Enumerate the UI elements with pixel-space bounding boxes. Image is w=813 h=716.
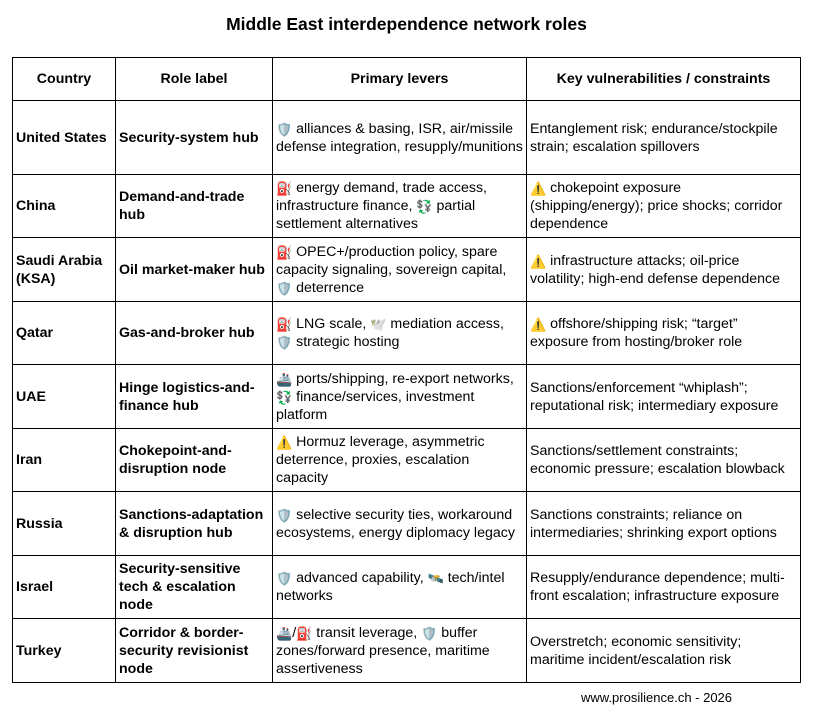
- fuel-pump-icon: ⛽: [276, 181, 293, 196]
- warning-icon: ⚠️: [530, 253, 547, 269]
- levers-text: alliances & basing, ISR, air/missile defense integration, resupply/munitions: [276, 120, 523, 155]
- levers-text: buffer zones/forward presence, maritime assertiveness: [276, 624, 490, 677]
- vulnerabilities-cell: [527, 302, 801, 365]
- role-cell: Demand-and-trade hub: [116, 175, 273, 238]
- vulnerabilities-cell: [527, 238, 801, 302]
- vulnerabilities-text: infrastructure attacks; oil-price volatility; high-end defense dependence: [530, 252, 781, 287]
- levers-text: ports/shipping, re-export networks,: [292, 370, 514, 387]
- levers-text: selective security ties, workaround ecosystems, energy diplomacy legacy: [276, 506, 515, 541]
- role-cell: Gas-and-broker hub: [116, 302, 273, 365]
- levers-text: OPEC+/production policy, spare capacity signaling, sovereign capital,: [276, 243, 507, 278]
- levers-text: Hormuz leverage, asymmetric deterrence, proxies, escalation capacity: [276, 434, 485, 486]
- shield-icon: 🛡️: [421, 625, 438, 641]
- country-cell: Qatar: [13, 302, 116, 365]
- levers-text: advanced capability,: [292, 570, 428, 586]
- levers-cell: [273, 556, 527, 619]
- levers-cell: [273, 238, 527, 302]
- levers-cell: [273, 175, 527, 238]
- levers-text: /: [292, 624, 297, 641]
- table-row: [13, 101, 801, 175]
- page-title: Middle East interdependence network roles: [226, 14, 587, 34]
- role-cell: Corridor & border-security revisionist node: [116, 619, 273, 683]
- satellite-icon: 🛰️: [427, 571, 444, 586]
- table-row: [13, 556, 801, 619]
- country-cell: Iran: [13, 429, 116, 492]
- role-cell: Chokepoint-and-disruption node: [116, 429, 273, 492]
- shield-icon: 🛡️: [276, 507, 293, 523]
- levers-text: energy demand, trade access, infrastructure finance,: [276, 180, 487, 214]
- table-row: [13, 302, 801, 365]
- vulnerabilities-cell: [527, 175, 801, 238]
- role-cell: Sanctions-adaptation & disruption hub: [116, 492, 273, 556]
- header-vulnerabilities: Key vulnerabilities / constraints: [527, 58, 801, 101]
- ship-icon: 🚢: [276, 625, 293, 641]
- table-row: [13, 429, 801, 492]
- table-row: [13, 619, 801, 683]
- table-row: [13, 175, 801, 238]
- vulnerabilities-cell: Resupply/endurance dependence; multi-front escalation; infrastructure exposure: [527, 556, 801, 619]
- header-country: Country: [13, 58, 116, 101]
- role-cell: Hinge logistics-and-finance hub: [116, 365, 273, 429]
- vulnerabilities-cell: Sanctions/settlement constraints; economic pressure; escalation blowback: [527, 429, 801, 492]
- fuel-pump-icon: ⛽: [276, 317, 293, 332]
- vulnerabilities-cell: Overstretch; economic sensitivity; maritime incident/escalation risk: [527, 619, 801, 683]
- shield-icon: 🛡️: [276, 280, 293, 296]
- ship-icon: 🚢: [276, 371, 293, 387]
- country-cell: China: [13, 175, 116, 238]
- country-cell: Turkey: [13, 619, 116, 683]
- vulnerabilities-text: chokepoint exposure (shipping/energy); price shocks; corridor dependence: [530, 180, 783, 232]
- shield-icon: 🛡️: [276, 335, 293, 350]
- role-cell: Security-sensitive tech & escalation node: [116, 556, 273, 619]
- levers-text: partial settlement alternatives: [276, 198, 476, 232]
- levers-cell: [273, 492, 527, 556]
- table-header-row: [13, 58, 801, 101]
- shield-icon: 🛡️: [276, 121, 293, 137]
- levers-cell: [273, 429, 527, 492]
- warning-icon: ⚠️: [276, 435, 293, 450]
- currency-exchange-icon: 💱: [276, 389, 293, 405]
- country-cell: Saudi Arabia (KSA): [13, 238, 116, 302]
- table-row: [13, 365, 801, 429]
- table-row: [13, 492, 801, 556]
- header-role: Role label: [116, 58, 273, 101]
- warning-icon: ⚠️: [530, 317, 547, 332]
- header-levers: Primary levers: [273, 58, 527, 101]
- warning-icon: ⚠️: [530, 181, 547, 196]
- levers-text: finance/services, investment platform: [276, 388, 475, 423]
- dove-icon: 🕊️: [370, 317, 387, 332]
- fuel-pump-icon: ⛽: [276, 244, 293, 260]
- currency-exchange-icon: 💱: [416, 199, 433, 214]
- role-cell: Oil market-maker hub: [116, 238, 273, 302]
- levers-cell: [273, 302, 527, 365]
- vulnerabilities-cell: Sanctions constraints; reliance on intermediaries; shrinking export options: [527, 492, 801, 556]
- levers-text: mediation access,: [386, 316, 504, 332]
- vulnerabilities-cell: Entanglement risk; endurance/stockpile strain; escalation spillovers: [527, 101, 801, 175]
- vulnerabilities-cell: Sanctions/enforcement “whiplash”; reputational risk; intermediary exposure: [527, 365, 801, 429]
- levers-text: LNG scale,: [292, 316, 371, 332]
- table-row: [13, 238, 801, 302]
- country-cell: United States: [13, 101, 116, 175]
- levers-text: transit leverage,: [312, 624, 422, 641]
- levers-text: strategic hosting: [292, 334, 400, 350]
- country-cell: Russia: [13, 492, 116, 556]
- levers-cell: [273, 101, 527, 175]
- levers-text: tech/intel networks: [276, 570, 505, 604]
- country-cell: UAE: [13, 365, 116, 429]
- levers-cell: [273, 619, 527, 683]
- shield-icon: 🛡️: [276, 571, 293, 586]
- country-cell: Israel: [13, 556, 116, 619]
- role-cell: Security-system hub: [116, 101, 273, 175]
- levers-cell: [273, 365, 527, 429]
- fuel-pump-icon: ⛽: [296, 625, 313, 641]
- footer-credit: www.prosilience.ch - 2026: [581, 690, 733, 705]
- vulnerabilities-text: offshore/shipping risk; “target” exposure from hosting/broker role: [530, 316, 743, 350]
- levers-text: deterrence: [292, 279, 364, 296]
- roles-table: [12, 57, 801, 683]
